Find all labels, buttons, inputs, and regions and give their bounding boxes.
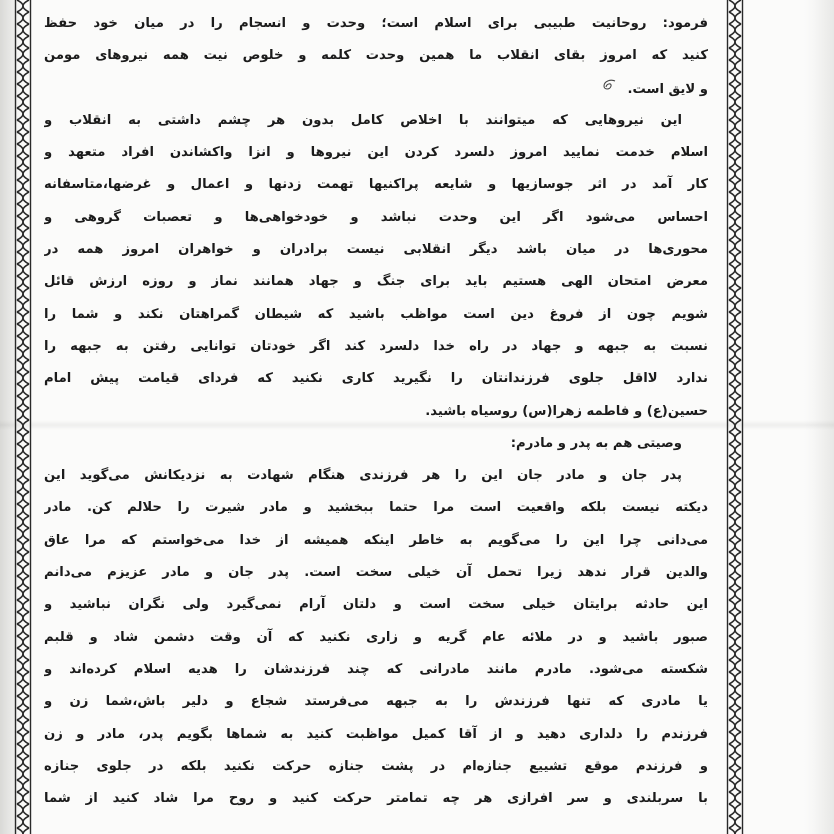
letter-body xyxy=(44,8,708,815)
text-line: یا مادری که تنها فرزندش را به جبهه می‌فرستد شجاع و دلیر باش،شما زن و xyxy=(44,694,708,710)
text-line: والدین قرار ندهد زیرا تحمل آن خیلی سخت است. پدر جان و مادر عزیزم می‌دانم xyxy=(44,565,708,581)
text-line: نسبت به جبهه و جهاد در راه خدا دلسرد کند اگر خودتان توانایی رفتن به جبهه را xyxy=(44,338,708,354)
text-line: پدر جان و مادر جان این را هر فرزندی هنگام شهادت به نزدیکانش می‌گوید این xyxy=(44,468,682,484)
text-line: کنید که امروز بقای انقلاب ما همین وحدت کلمه و خلوص نیت همه نیروهای مومن xyxy=(44,48,708,64)
right-edge-shadow xyxy=(804,0,834,834)
text-line: می‌دانی چرا این را می‌گویم به خاطر اینکه همیشه از خدا می‌خواستم که مرا عاق xyxy=(44,532,708,548)
text-line: این حادثه برایتان خیلی سخت است و دلتان آرام نمی‌گیرد ولی نگران نباشید و xyxy=(44,597,708,613)
handwritten-mark-icon xyxy=(601,73,617,105)
text-line: اسلام خدمت نمایید امروز دلسرد کردن این نیروها و انزا واکشاندن افراد متعهد و xyxy=(44,145,708,161)
text-line: شویم چون از فروغ دین است مواظب باشید که شیطان گمراهتان نکند و شما را xyxy=(44,306,708,322)
text-line: صبور باشید و در ملائه عام گریه و زاری نکنید که آن وقت دشمن شاد و قلبم xyxy=(44,629,708,645)
text-line: ندارد لااقل جلوی فرزندانتان را نگیرید کاری نکنید که فردای قیامت پیش امام xyxy=(44,371,708,387)
text-line: شکسته می‌شود. مادرم مانند مادرانی که چند فرزندشان را هدیه اسلام کرده‌اند و xyxy=(44,661,708,677)
text-line: و لایق است. xyxy=(627,81,708,97)
text-line: حسین(ع) و فاطمه زهرا(س) روسیاه باشید. xyxy=(425,403,708,419)
text-line: کار آمد در اثر جوسازیها و شایعه پراکنیها تهمت زدنها و اعمال و غرضها،متاسفانه xyxy=(44,177,708,193)
text-line: معرض امتحان الهی هستیم باید برای جنگ و جهاد همانند نماز و روزه ارزش قائل xyxy=(44,274,708,290)
text-line: احساس می‌شود اگر این وحدت نباشد و خودخواهی‌ها و تعصبات گروهی و xyxy=(44,209,708,225)
text-line: با سربلندی و سر افرازی هر چه تمامتر حرکت کنید و روح مرا شاد کنید از شما xyxy=(44,791,708,807)
text-line: محوری‌ها در میان باشد دیگر انقلابی نیست برادران و خواهران امروز همه در xyxy=(44,242,708,258)
left-ornamental-border xyxy=(14,0,32,834)
text-line: و فرزندم موقع تشییع جنازه‌ام در پشت جنازه حرکت نکنید بلکه در جلوی جنازه xyxy=(44,758,708,774)
right-ornamental-border xyxy=(726,0,744,834)
text-line: فرزندم را دلداری دهید و از آقا کمیل مواظبت کنید به شماها بگویم پدر، مادر و زن xyxy=(44,726,708,742)
text-line: فرمود: روحانیت طبیبی برای اسلام است؛ وحدت و انسجام را در میان خود حفظ xyxy=(44,16,708,31)
text-line-with-mark xyxy=(44,73,708,105)
section-heading: وصیتی هم به پدر و مادرم: xyxy=(510,435,682,451)
text-line: این نیروهایی که میتوانند با اخلاص کامل بدون هر چشم داشتی به انقلاب و xyxy=(44,112,682,128)
text-line: دیکته نیست بلکه واقعیت است مرا حتما ببخشید و مادر شیرت را حلالم کن. مادر xyxy=(44,500,708,516)
